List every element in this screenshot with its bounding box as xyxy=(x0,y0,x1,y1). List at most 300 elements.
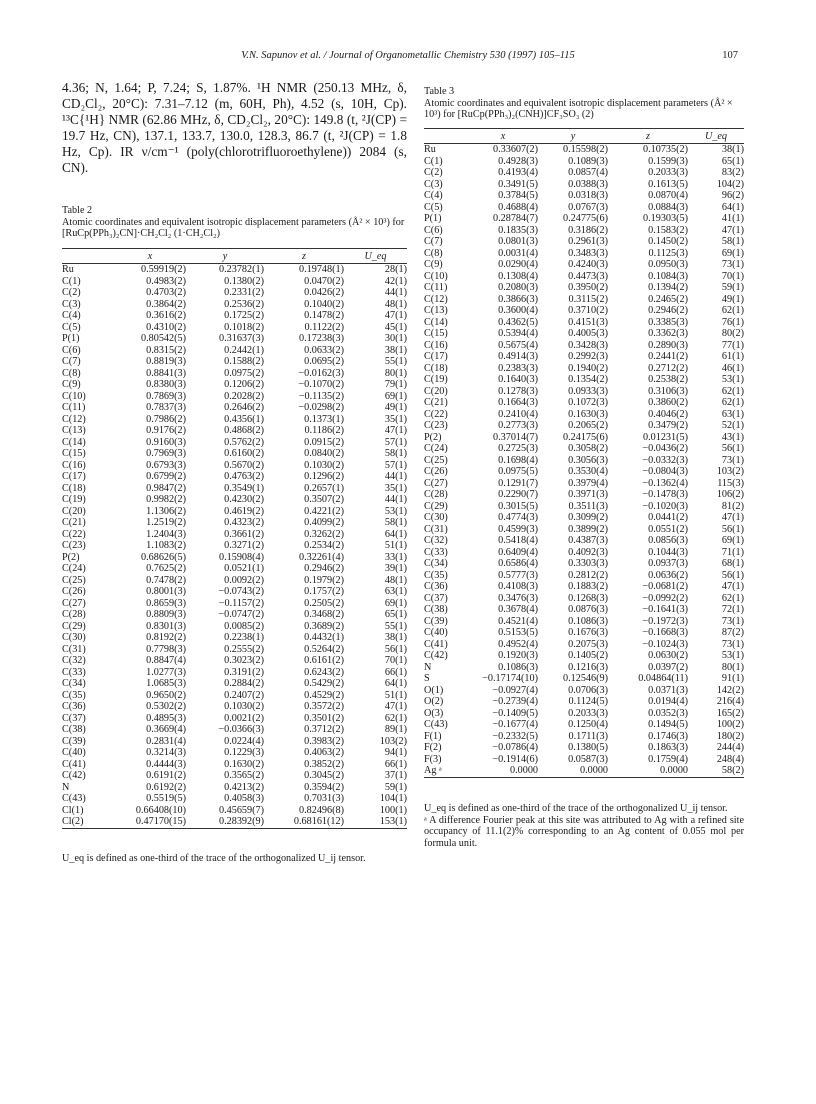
table-row xyxy=(424,374,744,386)
coordinate-cell: 56(1) xyxy=(721,523,744,535)
table-row xyxy=(62,264,407,276)
coordinate-cell: 0.1394(2) xyxy=(648,282,688,293)
table-row xyxy=(62,460,407,472)
coordinate-cell: 0.2065(2) xyxy=(568,420,608,431)
coordinate-cell: 1.2519(2) xyxy=(146,517,186,528)
coordinate-cell: 0.5670(2) xyxy=(224,459,264,471)
table-row xyxy=(424,213,744,225)
table-row xyxy=(62,552,407,564)
coordinate-cell: 0.2033(3) xyxy=(648,167,688,178)
coordinate-cell: 41(1) xyxy=(721,213,744,224)
coordinate-cell: −0.0786(4) xyxy=(492,742,538,753)
coordinate-cell: 0.24175(6) xyxy=(563,431,608,443)
table-row xyxy=(424,202,744,214)
table-row xyxy=(424,627,744,639)
coordinate-cell: −0.0747(2) xyxy=(218,609,264,620)
atom-label-cell: C(30) xyxy=(424,512,448,523)
coordinate-cell: 42(1) xyxy=(384,275,407,287)
coordinate-cell: 0.3045(2) xyxy=(304,770,344,781)
coordinate-cell: 0.3860(2) xyxy=(648,397,688,408)
atom-label-cell: C(1) xyxy=(62,275,81,287)
coordinate-cell: 0.1599(3) xyxy=(648,155,688,167)
coordinate-cell: 0.2331(2) xyxy=(224,287,264,298)
table2-caption-block xyxy=(62,205,407,240)
coordinate-cell: 0.5429(2) xyxy=(304,678,344,689)
coordinate-cell: 0.33607(2) xyxy=(493,144,538,155)
coordinate-cell: 0.4151(3) xyxy=(568,316,608,328)
coordinate-cell: 0.2538(2) xyxy=(648,374,688,385)
coordinate-cell: 0.3479(2) xyxy=(648,420,688,431)
atom-label-cell: C(5) xyxy=(424,201,443,213)
coordinate-cell: 59(1) xyxy=(384,781,407,793)
coordinate-cell: 142(2) xyxy=(716,684,744,696)
table-row xyxy=(62,747,407,759)
coordinate-cell: 0.1030(2) xyxy=(224,701,264,712)
coordinate-cell: 0.3983(2) xyxy=(304,735,344,747)
table-row xyxy=(62,816,407,828)
atom-label-cell: C(43) xyxy=(424,719,448,730)
coordinate-cell: 0.3864(2) xyxy=(146,298,186,310)
table3-footnote-block xyxy=(424,803,744,849)
coordinate-cell: 0.8841(3) xyxy=(146,367,186,379)
coordinate-cell: 73(1) xyxy=(721,615,744,627)
table-row xyxy=(424,650,744,662)
coordinate-cell: 0.5302(2) xyxy=(146,701,186,712)
coordinate-cell: 0.4193(4) xyxy=(498,167,538,178)
coordinate-cell: 38(1) xyxy=(384,632,407,643)
coordinate-cell: −0.1677(4) xyxy=(492,719,538,730)
coordinate-cell: −0.0298(2) xyxy=(298,402,344,413)
table-row xyxy=(424,179,744,191)
table-row xyxy=(62,517,407,529)
coordinate-cell: 0.0884(3) xyxy=(648,201,688,213)
coordinate-cell: 70(1) xyxy=(721,270,744,282)
table2-header-cell: y xyxy=(222,250,228,262)
coordinate-cell: 103(2) xyxy=(379,735,407,747)
table-row xyxy=(424,501,744,513)
coordinate-cell: 91(1) xyxy=(721,673,744,684)
coordinate-cell: 0.2383(3) xyxy=(498,362,538,374)
atom-label-cell: Cl(2) xyxy=(62,816,84,827)
coordinate-cell: 0.1630(3) xyxy=(568,408,608,420)
atom-label-cell: C(36) xyxy=(424,581,448,592)
coordinate-cell: 94(1) xyxy=(384,747,407,758)
coordinate-cell: 0.01231(5) xyxy=(643,431,688,443)
coordinate-cell: 0.1125(3) xyxy=(648,247,688,259)
atom-label-cell: C(21) xyxy=(424,397,448,408)
coordinate-cell: 0.4099(2) xyxy=(304,517,344,528)
table-row xyxy=(62,632,407,644)
atom-label-cell: P(2) xyxy=(62,551,80,563)
coordinate-cell: 58(1) xyxy=(384,517,407,528)
coordinate-cell: 0.1186(2) xyxy=(304,425,344,436)
atom-label-cell: C(13) xyxy=(62,425,86,436)
coordinate-cell: 0.7798(3) xyxy=(146,643,186,655)
coordinate-cell: 0.19303(5) xyxy=(643,213,688,224)
table-row xyxy=(424,443,744,455)
coordinate-cell: 0.5153(5) xyxy=(498,627,538,638)
table-row xyxy=(424,673,744,685)
coordinate-cell: −0.0436(2) xyxy=(642,443,688,454)
coordinate-cell: 0.0388(3) xyxy=(568,178,608,190)
coordinate-cell: 0.1405(2) xyxy=(568,650,608,661)
table-row xyxy=(424,466,744,478)
coordinate-cell: 49(1) xyxy=(384,402,407,413)
table-row xyxy=(424,662,744,674)
table2-footnote-block xyxy=(62,853,407,865)
table-row xyxy=(62,379,407,391)
coordinate-cell: 70(1) xyxy=(384,655,407,666)
coordinate-cell: 0.3106(3) xyxy=(648,385,688,397)
table-row xyxy=(424,639,744,651)
coordinate-cell: 0.6160(2) xyxy=(224,448,264,459)
coordinate-cell: 80(1) xyxy=(721,661,744,673)
table-row xyxy=(424,305,744,317)
table-row xyxy=(62,805,407,817)
table-row xyxy=(424,731,744,743)
table3-footnote-a: ᵃ A difference Fourier peak at this site was attributed to Ag with a refined site occupancy of 11.1(2)% corresponding to an Ag content of 0.055 mol per formula unit. xyxy=(424,814,744,849)
coordinate-cell: −0.1362(4) xyxy=(642,477,688,489)
coordinate-cell: 103(2) xyxy=(716,466,744,477)
table-row xyxy=(62,276,407,288)
coordinate-cell: 0.5675(4) xyxy=(498,339,538,351)
table-row xyxy=(62,644,407,656)
table3-label: Table 3 xyxy=(424,86,455,97)
table-row xyxy=(62,333,407,345)
coordinate-cell: 0.8315(2) xyxy=(146,344,186,356)
table-row xyxy=(62,437,407,449)
table-row xyxy=(62,621,407,633)
coordinate-cell: 1.0277(3) xyxy=(146,666,186,678)
coordinate-cell: 0.1664(3) xyxy=(498,397,538,408)
coordinate-cell: 0.3428(3) xyxy=(568,339,608,351)
coordinate-cell: 115(3) xyxy=(717,477,744,489)
coordinate-cell: 73(1) xyxy=(721,259,744,270)
coordinate-cell: 0.0630(2) xyxy=(648,650,688,661)
coordinate-cell: −0.1409(5) xyxy=(492,707,538,719)
table-row xyxy=(424,685,744,697)
coordinate-cell: 0.1478(2) xyxy=(304,310,344,321)
table3-caption: Atomic coordinates and equivalent isotropic displacement parameters (Å² × 10³) for [RuCp(PPh₃)₂(CNH)]CF₃SO₃ (2) xyxy=(424,97,733,121)
table-row xyxy=(424,547,744,559)
coordinate-cell: −0.2739(4) xyxy=(492,696,538,707)
coordinate-cell: 0.9650(2) xyxy=(146,689,186,701)
atom-label-cell: C(39) xyxy=(62,735,86,747)
coordinate-cell: 0.7031(3) xyxy=(304,793,344,804)
coordinate-cell: 0.1216(3) xyxy=(568,661,608,673)
atom-label-cell: C(10) xyxy=(62,390,86,402)
atom-label-cell: C(36) xyxy=(62,701,86,712)
coordinate-cell: 0.15598(2) xyxy=(563,144,608,155)
atom-label-cell: C(39) xyxy=(424,615,448,627)
coordinate-cell: 0.1698(4) xyxy=(498,454,538,466)
coordinate-cell: 0.12546(9) xyxy=(563,673,608,684)
coordinate-cell: 0.0633(2) xyxy=(304,344,344,356)
coordinate-cell: 47(1) xyxy=(721,512,744,523)
table-row xyxy=(62,759,407,771)
table-row xyxy=(62,598,407,610)
atom-label-cell: N xyxy=(424,661,432,673)
coordinate-cell: 0.3015(5) xyxy=(498,500,538,512)
table-row xyxy=(62,667,407,679)
atom-label-cell: N xyxy=(62,781,70,793)
coordinate-cell: 0.3689(2) xyxy=(304,620,344,632)
coordinate-cell: −0.0681(2) xyxy=(642,581,688,592)
coordinate-cell: 73(1) xyxy=(721,638,744,650)
table-row xyxy=(424,190,744,202)
coordinate-cell: 28(1) xyxy=(384,264,407,275)
coordinate-cell: 0.2290(7) xyxy=(498,489,538,500)
coordinate-cell: −0.0743(2) xyxy=(218,586,264,597)
coordinate-cell: 69(1) xyxy=(721,247,744,259)
coordinate-cell: 0.3056(3) xyxy=(568,454,608,466)
coordinate-cell: 0.3303(3) xyxy=(568,558,608,569)
coordinate-cell: 0.1308(4) xyxy=(498,270,538,282)
table-row xyxy=(424,317,744,329)
coordinate-cell: 0.66408(10) xyxy=(135,804,186,816)
coordinate-cell: 0.2441(2) xyxy=(648,351,688,362)
coordinate-cell: 0.9160(3) xyxy=(146,436,186,448)
atom-label-cell: F(3) xyxy=(424,753,442,765)
coordinate-cell: 0.0521(1) xyxy=(224,563,264,574)
coordinate-cell: 0.4356(1) xyxy=(224,413,264,425)
table-row xyxy=(62,678,407,690)
coordinate-cell: 72(1) xyxy=(721,604,744,615)
coordinate-cell: 0.4230(2) xyxy=(224,494,264,505)
coordinate-cell: 0.1979(2) xyxy=(304,574,344,586)
coordinate-cell: 180(2) xyxy=(716,730,744,742)
coordinate-cell: 0.4599(3) xyxy=(498,523,538,535)
atom-label-cell: C(38) xyxy=(424,604,448,615)
coordinate-cell: 0.2536(2) xyxy=(224,298,264,310)
table-row xyxy=(424,271,744,283)
coordinate-cell: 0.4387(3) xyxy=(568,535,608,546)
coordinate-cell: 0.5394(4) xyxy=(498,328,538,339)
coordinate-cell: −0.1914(6) xyxy=(492,753,538,765)
table2-footnote: U_eq is defined as one-third of the trace of the orthogonalized U_ij tensor. xyxy=(62,853,366,864)
coordinate-cell: 0.3186(2) xyxy=(568,224,608,236)
coordinate-cell: 0.1883(2) xyxy=(568,581,608,592)
atom-label-cell: C(31) xyxy=(424,523,448,535)
table-row xyxy=(424,156,744,168)
atom-label-cell: O(3) xyxy=(424,707,444,719)
coordinate-cell: 0.1613(5) xyxy=(648,178,688,190)
coordinate-cell: 0.1278(3) xyxy=(498,385,538,397)
coordinate-cell: 165(2) xyxy=(716,707,744,719)
coordinate-cell: 64(1) xyxy=(384,528,407,540)
atom-label-cell: C(6) xyxy=(424,224,443,236)
coordinate-cell: 33(1) xyxy=(384,551,407,563)
atom-label-cell: C(27) xyxy=(424,477,448,489)
atom-label-cell: C(14) xyxy=(62,436,86,448)
table-row xyxy=(62,471,407,483)
table-row xyxy=(424,225,744,237)
coordinate-cell: 79(1) xyxy=(384,379,407,390)
coordinate-cell: 0.4310(2) xyxy=(146,321,186,333)
coordinate-cell: 0.0587(3) xyxy=(568,753,608,765)
coordinate-cell: 47(1) xyxy=(384,425,407,436)
coordinate-cell: 62(1) xyxy=(721,385,744,397)
atom-label-cell: C(21) xyxy=(62,517,86,528)
coordinate-cell: 0.6799(2) xyxy=(146,471,186,482)
atom-label-cell: C(25) xyxy=(62,574,86,586)
table-row xyxy=(424,696,744,708)
coordinate-cell: 0.3950(2) xyxy=(568,282,608,293)
coordinate-cell: 0.4063(2) xyxy=(304,747,344,758)
coordinate-cell: 0.0426(2) xyxy=(304,287,344,298)
coordinate-cell: 81(2) xyxy=(721,500,744,512)
atom-label-cell: Cl(1) xyxy=(62,804,84,816)
table-row xyxy=(424,409,744,421)
coordinate-cell: 65(1) xyxy=(384,609,407,620)
coordinate-cell: 0.04864(11) xyxy=(638,673,688,684)
coordinate-cell: 0.0397(2) xyxy=(648,661,688,673)
coordinate-cell: 52(1) xyxy=(721,420,744,431)
atom-label-cell: C(4) xyxy=(424,190,443,201)
coordinate-cell: 38(1) xyxy=(384,344,407,356)
coordinate-cell: 0.3971(3) xyxy=(568,489,608,500)
table-row xyxy=(424,420,744,432)
coordinate-cell: 47(1) xyxy=(384,701,407,712)
coordinate-cell: 0.7837(3) xyxy=(146,402,186,413)
table-row xyxy=(424,294,744,306)
coordinate-cell: 0.1124(5) xyxy=(568,696,608,707)
coordinate-cell: 0.4240(3) xyxy=(568,259,608,270)
atom-label-cell: F(1) xyxy=(424,730,442,742)
atom-label-cell: C(24) xyxy=(424,443,448,454)
atom-label-cell: C(28) xyxy=(424,489,448,500)
coordinate-cell: 0.4092(3) xyxy=(568,546,608,558)
atom-label-cell: C(23) xyxy=(62,540,86,551)
coordinate-cell: 0.47170(15) xyxy=(135,816,186,827)
coordinate-cell: 106(2) xyxy=(716,489,744,500)
coordinate-cell: 30(1) xyxy=(384,333,407,344)
table-row xyxy=(62,782,407,794)
atom-label-cell: C(4) xyxy=(62,310,81,321)
coordinate-cell: 0.17238(3) xyxy=(299,333,344,344)
atom-label-cell: C(27) xyxy=(62,597,86,609)
table-row xyxy=(62,310,407,322)
coordinate-cell: 0.3507(2) xyxy=(304,494,344,505)
table-row xyxy=(62,713,407,725)
coordinate-cell: 0.1450(2) xyxy=(648,236,688,247)
coordinate-cell: 0.0915(2) xyxy=(304,436,344,448)
table-row xyxy=(62,575,407,587)
table2-header-cell: z xyxy=(302,250,306,262)
coordinate-cell: 76(1) xyxy=(721,316,744,328)
coordinate-cell: 69(1) xyxy=(384,390,407,402)
atom-label-cell: Ru xyxy=(424,144,436,155)
table-row xyxy=(424,581,744,593)
atom-label-cell: C(25) xyxy=(424,454,448,466)
coordinate-cell: −0.1070(2) xyxy=(298,379,344,390)
atom-label-cell: C(34) xyxy=(62,678,86,689)
table-row xyxy=(62,287,407,299)
atom-label-cell: C(13) xyxy=(424,305,448,316)
coordinate-cell: 0.1122(2) xyxy=(304,321,344,333)
coordinate-cell: 62(1) xyxy=(721,592,744,604)
coordinate-cell: 1.2404(3) xyxy=(146,528,186,540)
atom-label-cell: C(19) xyxy=(424,374,448,385)
atom-label-cell: C(30) xyxy=(62,632,86,643)
coordinate-cell: 0.2946(2) xyxy=(304,563,344,574)
coordinate-cell: 0.0975(5) xyxy=(498,466,538,477)
coordinate-cell: 0.1250(4) xyxy=(568,719,608,730)
coordinate-cell: 0.0870(4) xyxy=(648,190,688,201)
coordinate-cell: 0.4688(4) xyxy=(498,201,538,213)
coordinate-cell: 58(1) xyxy=(384,448,407,459)
coordinate-cell: 0.0352(3) xyxy=(648,707,688,719)
atom-label-cell: P(1) xyxy=(424,213,442,224)
coordinate-cell: 63(1) xyxy=(721,408,744,420)
coordinate-cell: 0.31637(3) xyxy=(219,333,264,344)
table-row xyxy=(62,506,407,518)
table-row xyxy=(62,529,407,541)
atom-label-cell: C(3) xyxy=(424,178,443,190)
coordinate-cell: 0.4952(4) xyxy=(498,638,538,650)
table-row xyxy=(424,593,744,605)
coordinate-cell: 0.9847(2) xyxy=(146,482,186,494)
coordinate-cell: 0.1640(3) xyxy=(498,374,538,385)
atom-label-cell: C(34) xyxy=(424,558,448,569)
table-row xyxy=(62,345,407,357)
atom-label-cell: C(15) xyxy=(424,328,448,339)
coordinate-cell: 0.1746(3) xyxy=(648,730,688,742)
table-row xyxy=(62,701,407,713)
coordinate-cell: 0.68626(5) xyxy=(141,551,186,563)
coordinate-cell: 0.2505(2) xyxy=(304,597,344,609)
table-row xyxy=(62,724,407,736)
table-row xyxy=(424,616,744,628)
table2-body xyxy=(62,264,407,829)
coordinate-cell: 0.4928(3) xyxy=(498,155,538,167)
atom-label-cell: Ru xyxy=(62,264,74,275)
table-row xyxy=(62,368,407,380)
coordinate-cell: 0.0706(3) xyxy=(568,684,608,696)
coordinate-cell: 0.1373(1) xyxy=(304,413,344,425)
coordinate-cell: 0.59919(2) xyxy=(141,264,186,275)
coordinate-cell: 0.9982(2) xyxy=(146,494,186,505)
table-row xyxy=(424,719,744,731)
coordinate-cell: 0.1588(2) xyxy=(224,356,264,367)
coordinate-cell: 0.3099(2) xyxy=(568,512,608,523)
table-row xyxy=(62,414,407,426)
coordinate-cell: 0.1229(3) xyxy=(224,747,264,758)
coordinate-cell: 0.0470(2) xyxy=(304,275,344,287)
coordinate-cell: 0.28392(9) xyxy=(219,816,264,827)
coordinate-cell: 47(1) xyxy=(721,224,744,236)
coordinate-cell: 0.4983(2) xyxy=(146,275,186,287)
table3-header-cell: x xyxy=(500,130,506,142)
coordinate-cell: 58(1) xyxy=(721,236,744,247)
coordinate-cell: 0.2410(4) xyxy=(498,408,538,420)
coordinate-cell: 0.1494(5) xyxy=(648,719,688,730)
coordinate-cell: −0.0992(2) xyxy=(642,592,688,604)
coordinate-cell: 0.6191(2) xyxy=(146,770,186,781)
coordinate-cell: 0.80542(5) xyxy=(141,333,186,344)
coordinate-cell: 69(1) xyxy=(721,535,744,546)
atom-label-cell: C(17) xyxy=(62,471,86,482)
table-row xyxy=(424,236,744,248)
coordinate-cell: 38(1) xyxy=(721,144,744,155)
coordinate-cell: 71(1) xyxy=(721,546,744,558)
coordinate-cell: 0.4473(3) xyxy=(568,270,608,282)
atom-label-cell: C(33) xyxy=(424,546,448,558)
coordinate-cell: −0.1157(2) xyxy=(218,597,264,609)
coordinate-cell: 0.0441(2) xyxy=(648,512,688,523)
atom-label-cell: C(18) xyxy=(62,482,86,494)
coordinate-cell: 0.2961(3) xyxy=(568,236,608,247)
